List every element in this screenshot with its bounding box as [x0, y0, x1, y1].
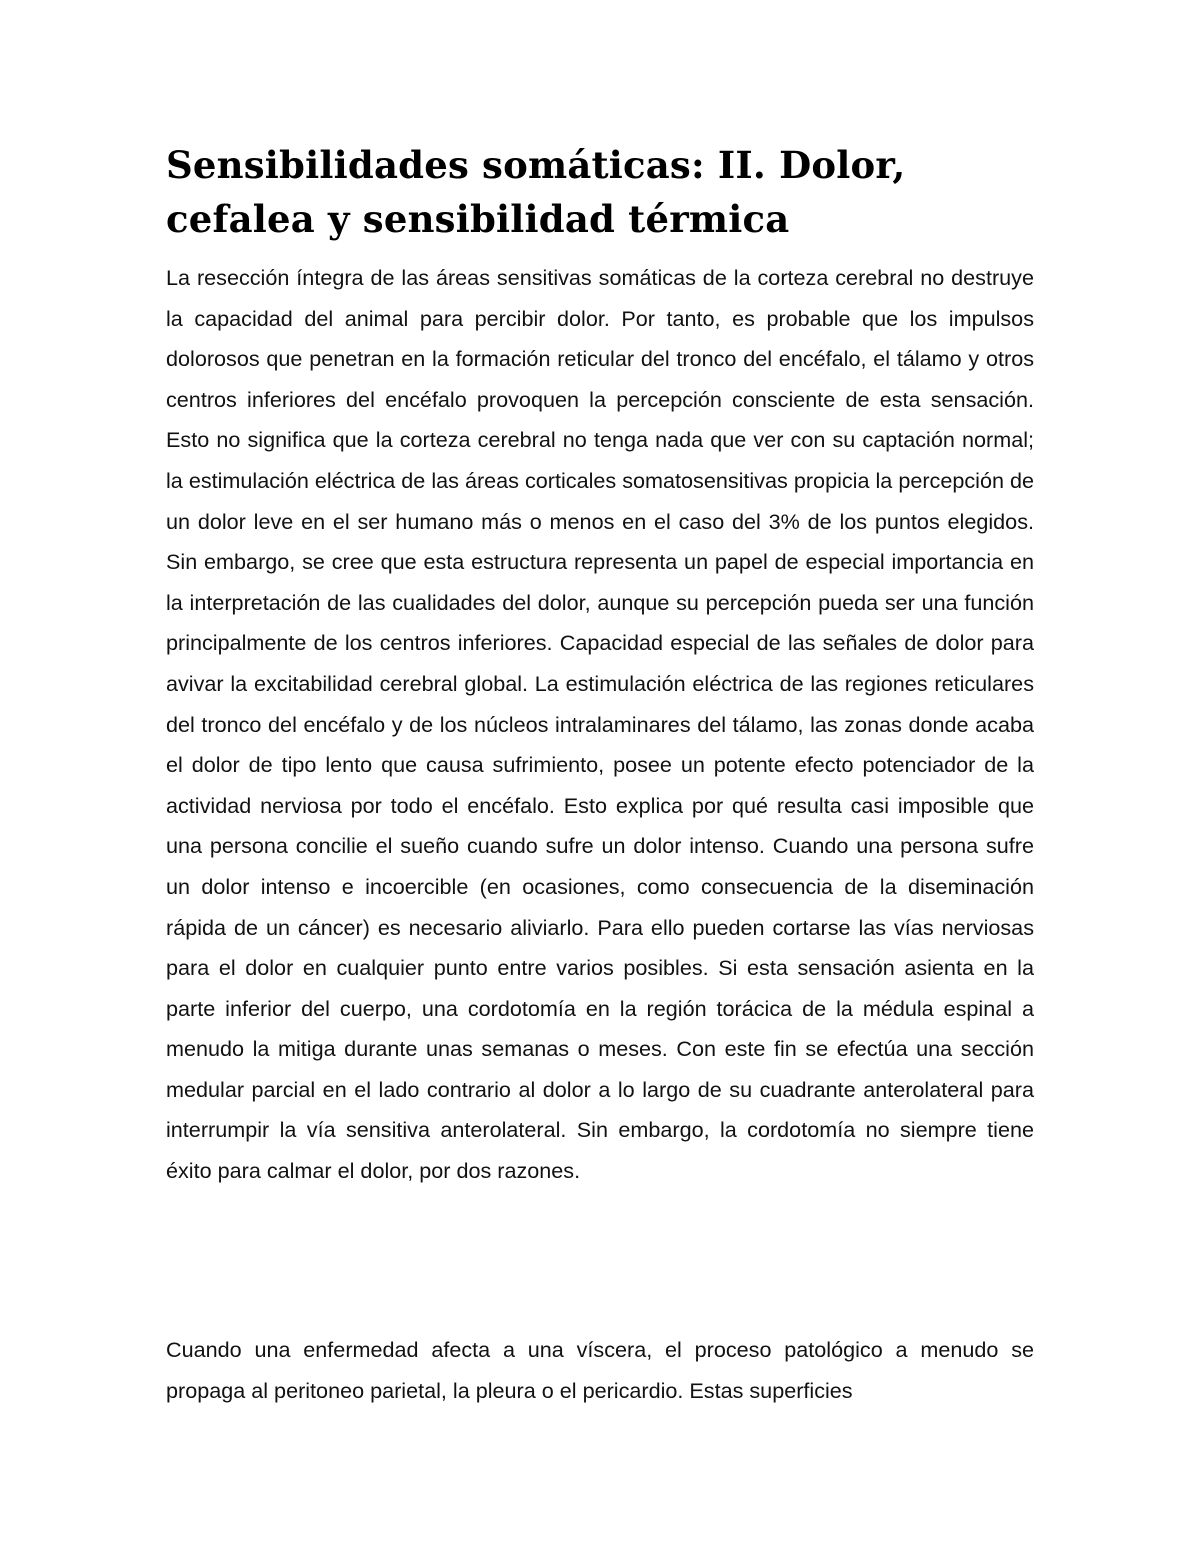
body-paragraph-1: La resección íntegra de las áreas sensitivas somáticas de la corteza cerebral no destruye la capacidad del animal para percibir dolor. Por tanto, es probable que los impulsos dolorosos que penetran en la formación reticular del tronco del encéfalo, el tálamo y otros centros inferiores del encéfalo provoquen la percepción consciente de esta sensación. Esto no significa que la corteza cerebral no tenga nada que ver con su captación normal; la estimulación eléctrica de las áreas corticales somatosensitivas propicia la percepción de un dolor leve en el ser humano más o menos en el caso del 3% de los puntos elegidos. Sin embargo, se cree que esta estructura representa un papel de especial importancia en la interpretación de las cualidades del dolor, aunque su percepción pueda ser una función principalmente de los centros inferiores. Capacidad especial de las señales de dolor para avivar la excitabilidad cerebral global. La estimulación eléctrica de las regiones reticulares del tronco del encéfalo y de los núcleos intralaminares del tálamo, las zonas donde acaba el dolor de tipo lento que causa sufrimiento, posee un potente efecto potenciador de la actividad nerviosa por todo el encéfalo. Esto explica por qué resulta casi imposible que una persona concilie el sueño cuando sufre un dolor intenso. Cuando una persona sufre un dolor intenso e incoercible (en ocasiones, como consecuencia de la diseminación rápida de un cáncer) es necesario aliviarlo. Para ello pueden cortarse las vías nerviosas para el dolor en cualquier punto entre varios posibles. Si esta sensación asienta en la parte inferior del cuerpo, una cordotomía en la región torácica de la médula espinal a menudo la mitiga durante unas semanas o meses. Con este fin se efectúa una sección medular parcial en el lado contrario al dolor a lo largo de su cuadrante anterolateral para interrumpir la vía sensitiva anterolateral. Sin embargo, la cordotomía no siempre tiene éxito para calmar el dolor, por dos razones. [166, 265, 1034, 1184]
body-paragraph-2: Cuando una enfermedad afecta a una víscera, el proceso patológico a menudo se propaga al peritoneo parietal, la pleura o el pericardio. Estas superficies [166, 1337, 1034, 1403]
document-title: Sensibilidades somáticas: II. Dolor, cefalea y sensibilidad térmica [166, 143, 906, 241]
